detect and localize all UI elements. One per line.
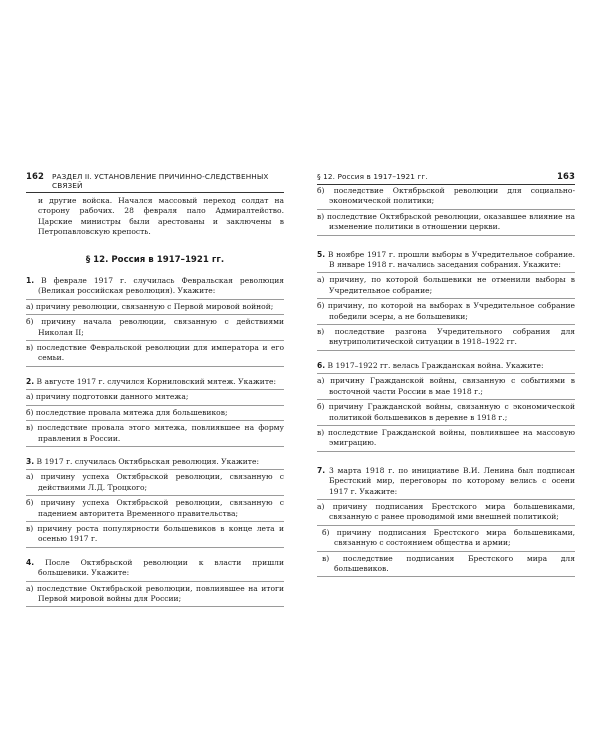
left-page-number: 162 [26, 172, 45, 182]
divider [26, 420, 284, 421]
answer-option: б) причину Гражданской войны, связанную с экономической политикой большевиков в деревне в 1918 г.; [317, 402, 575, 422]
answer-option: а) причину успеха Октябрьской революции, связанную с действиями Л.Д. Троцкого; [26, 472, 284, 492]
question-number: 3. [26, 456, 35, 466]
right-page-content [317, 186, 575, 577]
divider [317, 576, 575, 577]
answer-option: б) последствие Октябрьской революции для социально-экономической политики; [317, 186, 575, 206]
right-running-head [317, 172, 575, 185]
left-running-title: РАЗДЕЛ II. УСТАНОВЛЕНИЕ ПРИЧИННО-СЛЕДСТВЕННЫХ СВЯЗЕЙ [52, 172, 269, 190]
question-text: 1. В феврале 1917 г. случилась Февральская революция (Великая российская революция). Укажите: [26, 276, 284, 296]
question-number: 1. [26, 276, 35, 286]
divider [26, 299, 284, 300]
answer-option: а) причину подписания Брестского мира большевиками, связанную с ранее проводимой ими внешней политикой; [317, 501, 575, 522]
question-number: 6. [317, 360, 326, 370]
left-page-content [26, 196, 284, 607]
divider [26, 547, 284, 548]
question-5 [317, 250, 575, 351]
answer-option: а) причину, по которой большевики не отменили выборы в Учредительное собрание; [317, 275, 575, 295]
divider [317, 272, 575, 273]
question-text: 3. В 1917 г. случилась Октябрьская революция. Укажите: [26, 456, 259, 466]
section-title: § 12. Россия в 1917–1921 гг. [85, 254, 225, 265]
divider [26, 606, 284, 607]
divider [317, 324, 575, 325]
divider [26, 446, 284, 447]
answer-option: а) последствие Октябрьской революции, повлиявшее на итоги Первой мировой войны для России; [26, 583, 284, 603]
right-running-title: § 12. Россия в 1917–1921 гг. [317, 172, 428, 181]
answer-option: в) последствие провала этого мятежа, повлиявшее на форму правления в России. [26, 423, 284, 443]
divider [317, 451, 575, 452]
question-1 [26, 276, 284, 367]
question-number: 5. [317, 249, 326, 259]
divider [26, 495, 284, 496]
continuation-paragraph: и другие войска. Начался массовый переход солдат на сторону рабочих. 28 февраля пало Адмиралтейство. Царские министры были арестованы и заключены в Петропавловскую крепость. [38, 196, 284, 237]
divider [317, 525, 575, 526]
divider [26, 389, 284, 390]
divider [317, 399, 575, 400]
divider [317, 425, 575, 426]
answer-option: б) причину подписания Брестского мира большевиками, связанную с состоянием общества и армии; [322, 527, 575, 548]
divider [317, 235, 575, 236]
divider [26, 366, 284, 367]
left-page [26, 172, 284, 609]
divider [317, 350, 575, 351]
question-text: 7. 3 марта 1918 г. по инициативе В.И. Ленина был подписан Брестский мир, переговоры по которому велись с осени 1917 г. Укажите: [317, 465, 576, 496]
answer-option: б) последствие провала мятежа для большевиков; [26, 407, 228, 417]
answer-option: б) причину успеха Октябрьской революции, связанную с падением авторитета Временного правительства; [26, 498, 284, 518]
question-4 [26, 558, 284, 608]
right-page [317, 172, 575, 579]
question-text: 5. В ноябре 1917 г. прошли выборы в Учредительное собрание. В январе 1918 г. начались заседания собрания. Укажите: [317, 249, 576, 270]
answer-option: в) последствие Октябрьской революции, оказавшее влияние на изменение политики в отношении церкви. [317, 211, 575, 232]
question-6 [317, 361, 575, 452]
question-3 [26, 457, 284, 548]
divider [317, 373, 575, 374]
divider [26, 340, 284, 341]
divider [26, 405, 284, 406]
answer-option: в) последствие Февральской революции для императора и его семьи. [26, 343, 284, 363]
question-text: 6. В 1917–1922 гг. велась Гражданская война. Укажите: [317, 360, 544, 370]
question-text: 4. После Октябрьской революции к власти пришли большевики. Укажите: [26, 557, 284, 578]
divider [317, 298, 575, 299]
question-7 [317, 466, 575, 578]
divider [26, 469, 284, 470]
question-number: 2. [26, 376, 35, 386]
question-text: 2. В августе 1917 г. случился Корниловский мятеж. Укажите: [26, 376, 277, 386]
question-number: 7. [317, 465, 326, 475]
divider [317, 209, 575, 210]
answer-option: в) последствие разгона Учредительного собрания для внутриполитической ситуации в 1918–1922 гг. [317, 327, 575, 347]
divider [26, 521, 284, 522]
answer-option: в) причину роста популярности большевиков в конце лета и осенью 1917 г. [26, 523, 284, 544]
answer-option: в) последствие Гражданской войны, повлиявшее на массовую эмиграцию. [317, 427, 575, 448]
answer-option: в) последствие подписания Брестского мира для большевиков. [322, 553, 575, 573]
divider [317, 499, 575, 500]
answer-option: б) причину, по которой на выборах в Учредительное собрание победили эсеры, а не большевики; [317, 301, 575, 321]
question-2 [26, 377, 284, 447]
answer-option: а) причину революции, связанную с Первой мировой войной; [26, 301, 274, 311]
answer-option: а) причину Гражданской войны, связанную с событиями в восточной части России в мае 1918 г.; [317, 376, 575, 396]
divider [26, 314, 284, 315]
answer-option: б) причину начала революции, связанную с действиями Николая II; [26, 317, 284, 337]
answer-option: а) причину подготовки данного мятежа; [26, 392, 189, 402]
divider [26, 581, 284, 582]
question-number: 4. [26, 557, 35, 567]
divider [317, 551, 575, 552]
right-page-number: 163 [556, 172, 575, 182]
left-running-head [26, 172, 284, 193]
